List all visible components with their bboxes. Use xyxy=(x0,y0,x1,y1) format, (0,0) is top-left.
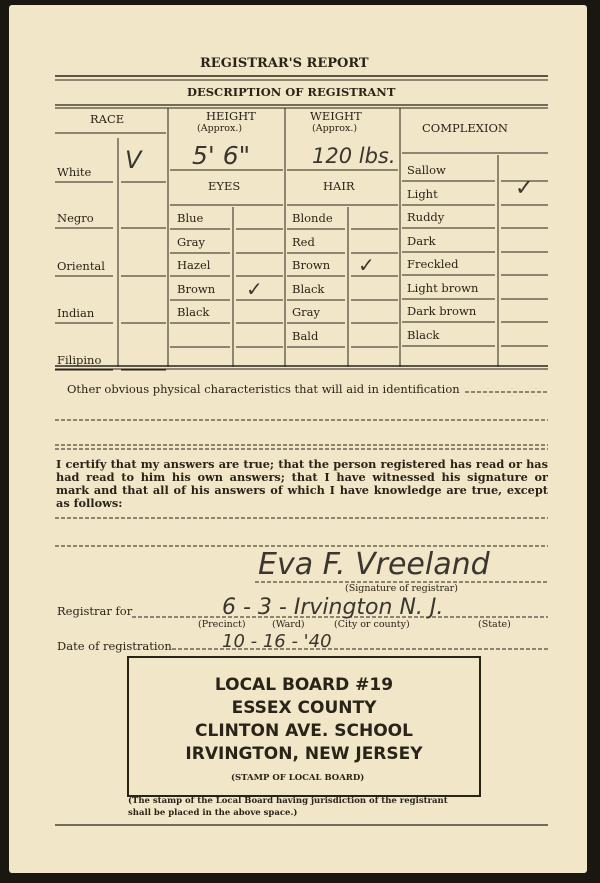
weight-value: 120 lbs. xyxy=(312,144,396,168)
race-checkmark-white: V xyxy=(125,146,142,174)
stamp-caption: (STAMP OF LOCAL BOARD) xyxy=(231,773,365,783)
race-option-indian: Indian xyxy=(57,306,95,320)
hair-option-brown: Brown xyxy=(292,258,331,272)
complexion-option-black: Black xyxy=(407,328,440,342)
local-board-stamp xyxy=(127,656,481,797)
stamp-line-2: ESSEX COUNTY xyxy=(231,698,377,718)
hair-option-bald: Bald xyxy=(292,329,319,343)
stamp-line-4: IRVINGTON, NEW JERSEY xyxy=(185,744,423,764)
certification-text: I certify that my answers are true; that the person registered has read or has had read to him his own answers; that I have witnessed his signature or mark and that all of his answers of which I have knowledge are true, except as follows: xyxy=(56,457,548,510)
complexion-header: COMPLEXION xyxy=(422,121,508,135)
hair-option-red: Red xyxy=(292,235,315,249)
complexion-option-sallow: Sallow xyxy=(407,163,446,177)
hair-option-blonde: Blonde xyxy=(292,211,333,225)
race-option-negro: Negro xyxy=(57,211,94,225)
eyes-option-blue: Blue xyxy=(177,211,204,225)
precinct-caption: (Precinct) xyxy=(198,619,246,630)
complexion-option-light-brown: Light brown xyxy=(407,281,479,295)
race-option-oriental: Oriental xyxy=(57,259,105,273)
hair-option-black: Black xyxy=(292,282,325,296)
registrar-for-value: 6 - 3 - Irvington N. J. xyxy=(222,595,444,620)
complexion-option-dark: Dark xyxy=(407,234,436,248)
registrar-signature: Eva F. Vreeland xyxy=(258,547,490,582)
eyes-option-hazel: Hazel xyxy=(177,258,211,272)
height-header: HEIGHT xyxy=(206,109,256,123)
eyes-header: EYES xyxy=(208,179,241,193)
hair-checkmark-brown: ✓ xyxy=(358,253,375,277)
complexion-option-ruddy: Ruddy xyxy=(407,210,445,224)
hair-option-gray: Gray xyxy=(292,305,321,319)
footnote-line-1: (The stamp of the Local Board having jurisdiction of the registrant xyxy=(128,796,448,806)
eyes-option-gray: Gray xyxy=(177,235,206,249)
weight-sub: (Approx.) xyxy=(312,123,358,134)
registrar-for-label: Registrar for xyxy=(57,604,133,618)
footnote-line-2: shall be placed in the above space.) xyxy=(128,808,298,818)
report-title: REGISTRAR'S REPORT xyxy=(200,56,369,71)
eyes-checkmark-brown: ✓ xyxy=(246,277,263,301)
complexion-option-freckled: Freckled xyxy=(407,257,459,271)
date-label: Date of registration xyxy=(57,639,172,653)
race-option-filipino: Filipino xyxy=(57,353,102,367)
ward-caption: (Ward) xyxy=(272,619,305,630)
description-heading: DESCRIPTION OF REGISTRANT xyxy=(187,85,396,99)
height-value: 5' 6" xyxy=(192,141,251,170)
city-caption: (City or county) xyxy=(334,619,410,630)
hair-header: HAIR xyxy=(323,179,355,193)
stamp-line-3: CLINTON AVE. SCHOOL xyxy=(195,721,413,741)
state-caption: (State) xyxy=(478,619,511,630)
complexion-option-dark-brown: Dark brown xyxy=(407,304,477,318)
weight-header: WEIGHT xyxy=(310,109,362,123)
other-characteristics-label: Other obvious physical characteristics that will aid in identification xyxy=(67,382,460,396)
race-option-white: White xyxy=(57,165,92,179)
date-value: 10 - 16 - '40 xyxy=(222,631,332,652)
signature-caption: (Signature of registrar) xyxy=(345,583,458,594)
eyes-option-black: Black xyxy=(177,305,210,319)
stamp-line-1: LOCAL BOARD #19 xyxy=(214,675,394,695)
complexion-option-light: Light xyxy=(407,187,438,201)
height-sub: (Approx.) xyxy=(197,123,243,134)
complexion-checkmark-light: ✓ xyxy=(515,176,534,201)
race-header: RACE xyxy=(90,112,125,126)
eyes-option-brown: Brown xyxy=(177,282,216,296)
